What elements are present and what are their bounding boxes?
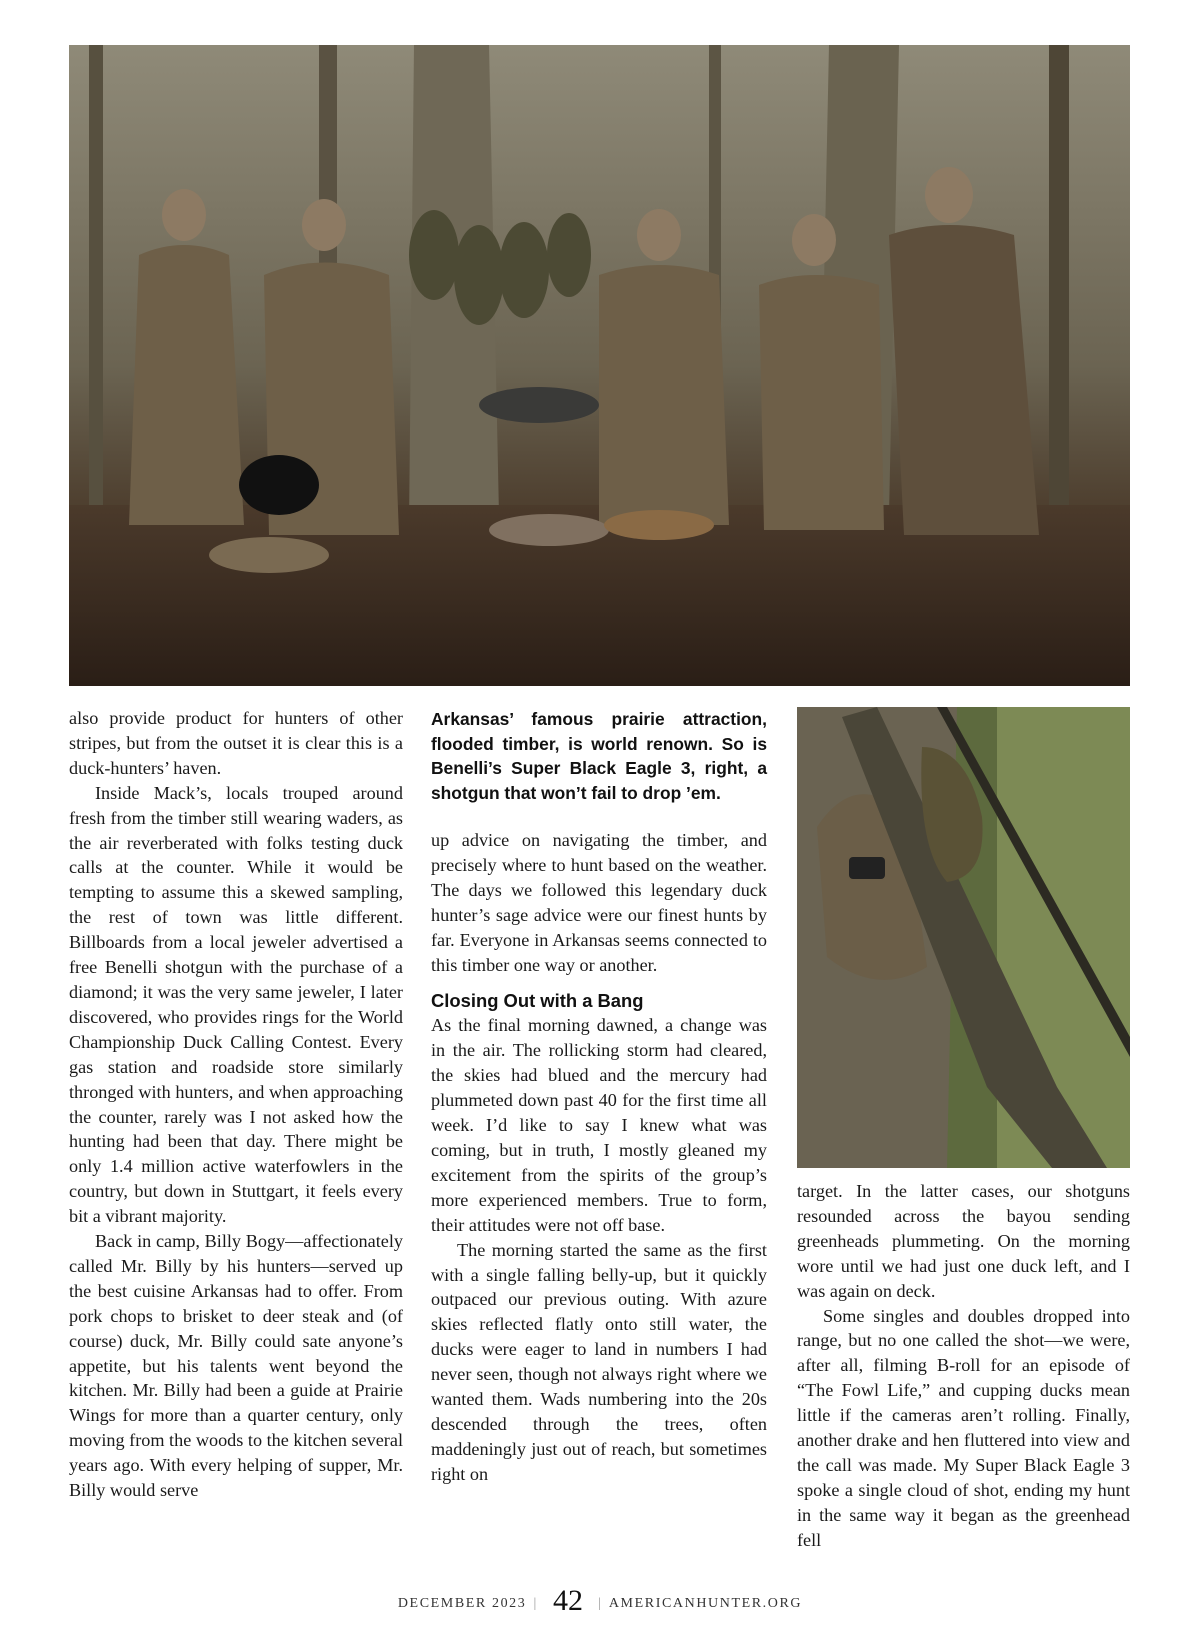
footer-separator: | [598,1596,603,1611]
paragraph: As the final morning dawned, a change was in the air. The rollicking storm had cleared, the skies had blued and the mercury had plummeted down past 40 for the first time all week. I’d like to say I knew what was coming, but in truth, I mostly gleaned my excitement from the spirits of the group’s more experienced members. True to form, their attitudes were not off base. [431,1015,767,1235]
right-column [797,1179,1130,1553]
photo-icon [69,45,1130,686]
paragraph: up advice on navigating the timber, and precisely where to hunt based on the weather. The days we followed this legendary duck hunter’s sage advice were our finest hunts by far. Everyone in Arkansas seems connected to this timber one way or another. [431,830,767,975]
page-number: 42 [553,1584,583,1617]
paragraph: Back in camp, Billy Bogy—affectionately called Mr. Billy by his hunters—served up the best cuisine Arkansas had to offer. From pork chops to brisket to deer steak and (of course) duck, Mr. Billy could sate anyone’s appetite, but his talents went beyond the kitchen. Mr. Billy had been a guide at Prairie Wings for more than a quarter century, only moving from the woods to the kitchen several years ago. With every helping of supper, Mr. Billy would serve [69,1231,403,1501]
middle-column [431,828,767,1487]
page-footer [0,1585,1200,1617]
paragraph: also provide product for hunters of other stripes, but from the outset it is clear this is a duck-hunters’ haven. [69,708,403,778]
paragraph: target. In the latter cases, our shotguns resounded across the bayou sending greenheads plummeting. On the morning wore until we had just one duck left, and I was again on deck. [797,1181,1130,1301]
paragraph: The morning started the same as the first with a single falling belly-up, but it quickly outpaced our previous outing. With azure skies reflected flatly onto still water, the ducks were eager to land in numbers I had never seen, though not always right where we wanted them. Wads numbering into the 20s descended through the trees, often maddeningly just out of reach, but sometimes right on [431,1239,767,1484]
paragraph: Some singles and doubles dropped into range, but no one called the shot—we were, after all, filming B-roll for an episode of “The Fowl Life,” and cupping ducks mean little if the cameras aren’t rolling. Finally, another drake and hen fluttered into view and the call was made. My Super Black Eagle 3 spoke a single cloud of shot, ending my hunt in the same way it began as the greenhead fell [797,1305,1130,1550]
website-url: AMERICANHUNTER.ORG [608,1596,803,1611]
section-heading: Closing Out with a Bang [431,990,644,1012]
shotgun-photo [797,707,1130,1168]
issue-date: DECEMBER 2023 [397,1596,527,1611]
photo-caption: Arkansas’ famous prairie attraction, flooded timber, is world renown. So is Benelli’s Super Black Eagle 3, right, a shotgun that won’t fail to drop ’em. [431,709,767,803]
left-column [69,706,403,1503]
photo-icon [797,707,1130,1168]
hero-photo [69,45,1130,686]
paragraph: Inside Mack’s, locals trouped around fresh from the timber still wearing waders, as the air reverberated with folks testing duck calls at the counter. While it would be tempting to assume this a skewed sampling, the rest of town was little different. Billboards from a local jeweler advertised a free Benelli shotgun with the purchase of a diamond; it was the very same jeweler, I later discovered, who provides rings for the World Championship Duck Calling Contest. Every gas station and roadside store similarly thronged with hunters, and when approaching the counter, rarely was I not asked how the hunting had been that day. There might be only 1.4 million active waterfowlers in the country, but down in Stuttgart, it feels every bit a vibrant majority. [69,782,403,1227]
footer-separator: | [533,1596,538,1611]
